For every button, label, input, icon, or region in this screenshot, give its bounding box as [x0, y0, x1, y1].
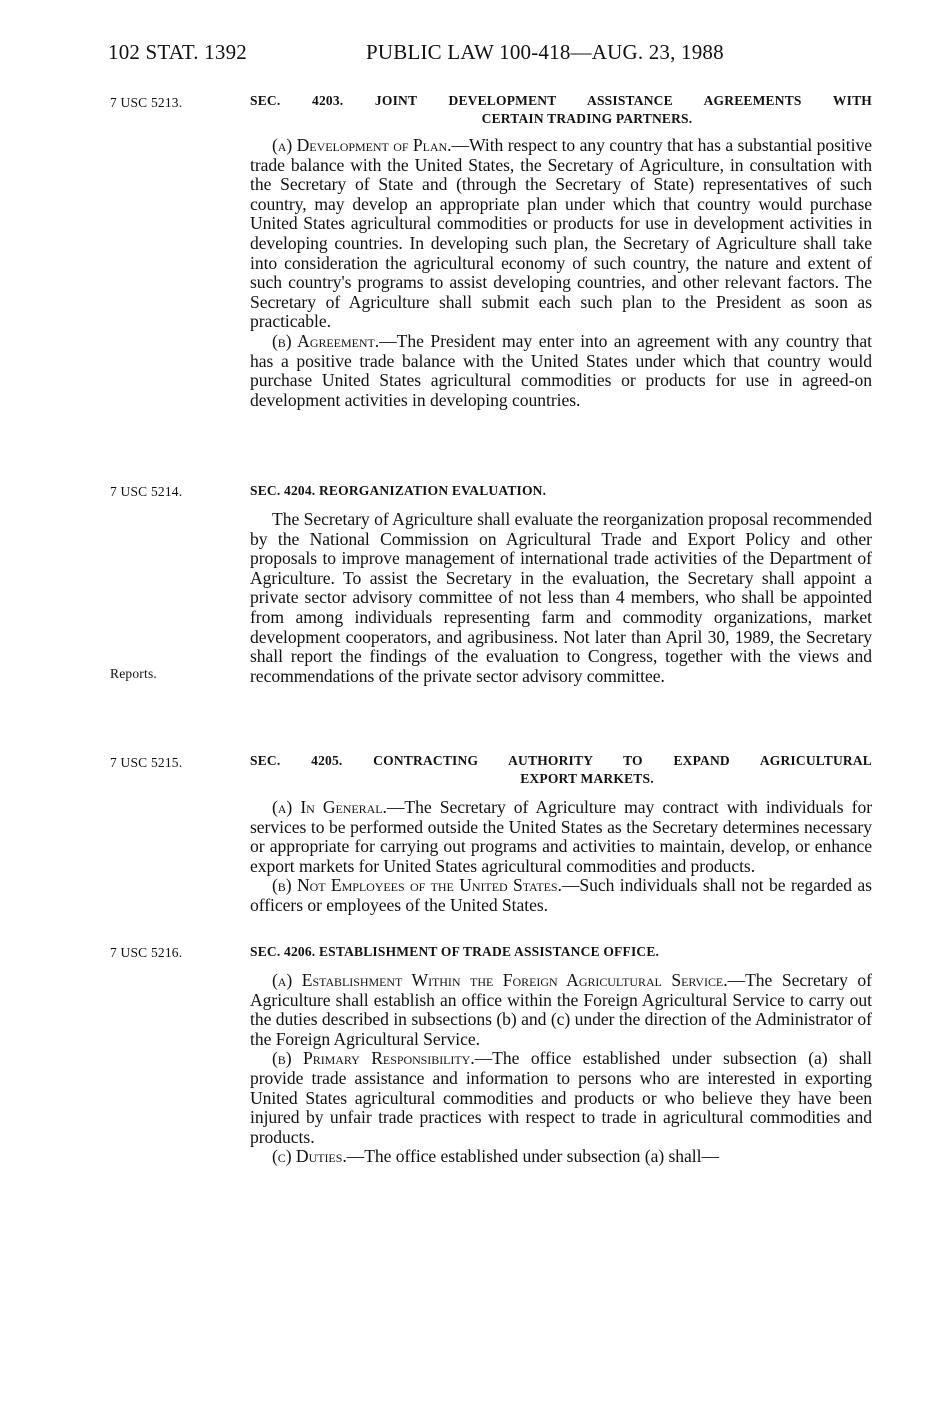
margin-note-7usc5215: 7 USC 5215. — [110, 755, 183, 770]
section-4204-heading: SEC. 4204. REORGANIZATION EVALUATION. — [250, 483, 547, 498]
section-4205-heading-line1: SEC. 4205. CONTRACTING AUTHORITY TO EXPAND AGRICULTURAL — [250, 753, 872, 768]
subsection-a-caption: (a) Establishment Within the Foreign Agricultural Service. — [272, 970, 728, 990]
section-4203-heading-line1: SEC. 4203. JOINT DEVELOPMENT ASSISTANCE AGREEMENTS WITH — [250, 93, 872, 108]
section-4203-heading-line2: CERTAIN TRADING PARTNERS. — [481, 111, 693, 126]
section-4203-subsection-b — [250, 332, 872, 410]
section-4203-subsection-a — [250, 136, 872, 332]
subsection-c-caption: (c) Duties. — [272, 1146, 347, 1167]
subsection-a-text: —The Secretary of Agriculture may contract with individuals for services to be performed outside the United States as the Secretary determines necessary or appropriate for carrying out programs and activities to maintain, develop, or enhance export markets for United States agricultural commodities and products. — [250, 797, 872, 876]
section-4205-subsection-b — [250, 876, 872, 915]
subsection-c-text: —The office established under subsection (a) shall— — [346, 1146, 720, 1167]
margin-note-reports: Reports. — [110, 666, 157, 681]
section-4204 — [250, 482, 872, 686]
margin-note-7usc5216: 7 USC 5216. — [110, 945, 183, 960]
margin-note-7usc5214: 7 USC 5214. — [110, 484, 183, 499]
subsection-a-text: —With respect to any country that has a substantial positive trade balance with the United States, the Secretary of Agriculture, in consultation with the Secretary of State and (through the Secretary of State) representatives of such country, may develop an appropriate plan under which that country would purchase United States agricultural commodities or products for use in development activities in developing countries. In developing such plan, the Secretary of Agriculture shall take into consideration the agricultural economy of such country, the nature and extent of such country's programs to assist developing countries, and other relevant factors. The Secretary of Agriculture shall submit each such plan to the President as soon as practicable. — [250, 135, 872, 332]
subsection-a-text: —The Secretary of Agriculture shall establish an office within the Foreign Agricultural Service to carry out the duties described in subsections (b) and (c) under the direction of the Administrator of the Foreign Agricultural Service. — [250, 970, 872, 1049]
subsection-a-caption: (a) In General. — [272, 797, 387, 817]
public-law-title: PUBLIC LAW 100-418—AUG. 23, 1988 — [366, 40, 724, 64]
subsection-b-caption: (b) Agreement. — [272, 330, 380, 351]
subsection-b-caption: (b) Not Employees of the United States. — [272, 875, 562, 896]
section-4206 — [250, 943, 872, 1167]
section-4206-subsection-b — [250, 1049, 872, 1147]
subsection-b-caption: (b) Primary Responsibility. — [272, 1048, 475, 1069]
subsection-a-caption: (a) Development of Plan. — [272, 135, 452, 155]
section-4203-heading — [250, 92, 872, 128]
section-4203 — [250, 92, 872, 410]
section-4206-heading: SEC. 4206. ESTABLISHMENT OF TRADE ASSISTANCE OFFICE. — [250, 944, 660, 959]
subsection-b-text: —The President may enter into an agreement with any country that has a positive trade balance with the United States under which that country would purchase United States agricultural commodities or products for use in agreed-on development activities in developing countries. — [250, 330, 872, 410]
margin-note-7usc5213: 7 USC 5213. — [110, 95, 183, 110]
subsection-b-text: —Such individuals shall not be regarded as officers or employees of the United States. — [250, 875, 872, 915]
section-4206-subsection-c — [250, 1147, 872, 1167]
section-4205 — [250, 752, 872, 916]
section-4205-subsection-a — [250, 798, 872, 876]
subsection-b-text: —The office established under subsection (a) shall provide trade assistance and information to persons who are interested in exporting United States agricultural commodities and products or who believe they have been injured by unfair trade practices with respect to trade in agricultural commodities and products. — [250, 1048, 872, 1147]
section-4205-heading — [250, 752, 872, 788]
section-4204-text: The Secretary of Agriculture shall evaluate the reorganization proposal recommended by the National Commission on Agricultural Trade and Export Policy and other proposals to improve management of international trade activities of the Department of Agriculture. To assist the Secretary in the evaluation, the Secretary shall appoint a private sector advisory committee of not less than 4 members, who shall be appointed from among individuals representing farm and commodity organizations, market development cooperators, and agribusiness. Not later than April 30, 1989, the Secretary shall report the findings of the evaluation to Congress, together with the views and recommendations of the private sector advisory committee. — [250, 509, 872, 686]
section-4206-subsection-a — [250, 971, 872, 1049]
stat-page-number: 102 STAT. 1392 — [108, 40, 247, 64]
section-4205-heading-line2: EXPORT MARKETS. — [520, 771, 654, 786]
